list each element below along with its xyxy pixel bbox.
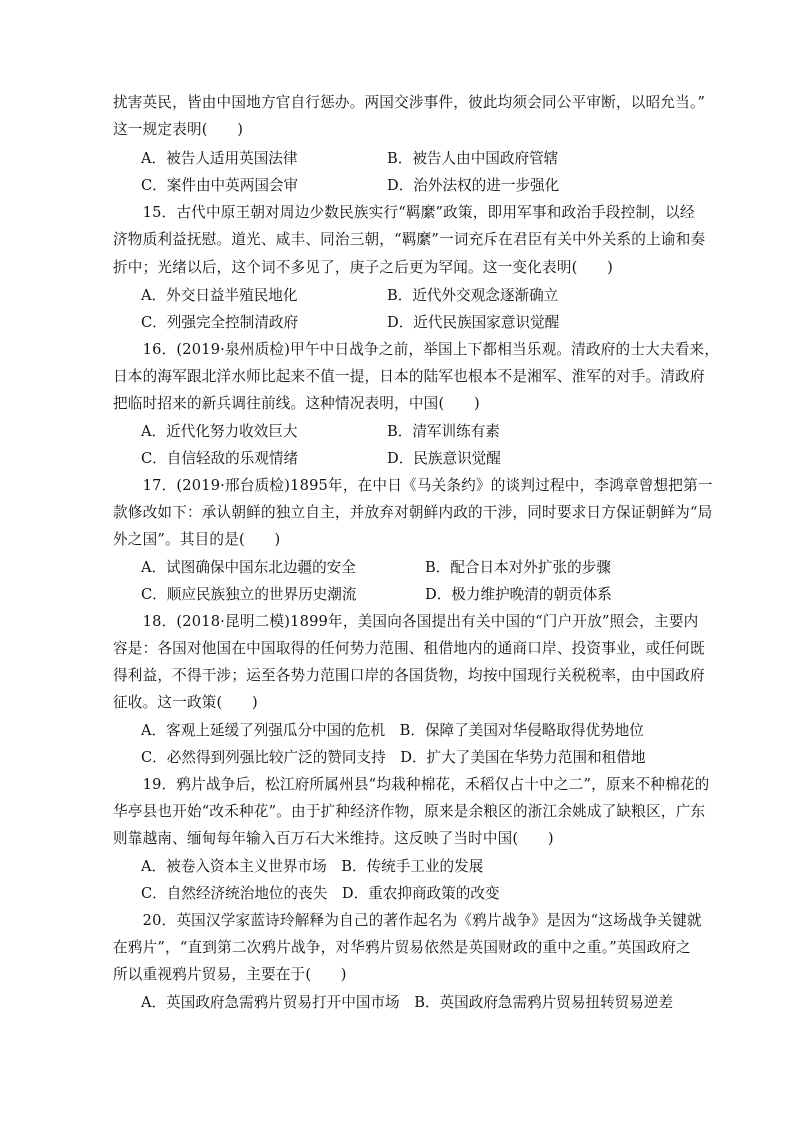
question-20-text: 20．英国汉学家蓝诗玲解释为自己的著作起名为《鸦片战争》是因为“这场战争关键就 (113, 912, 702, 929)
option-b: B．被告人由中国政府管辖 (387, 150, 559, 167)
option-d: D．近代民族国家意识觉醒 (387, 314, 560, 331)
question-16-text: 日本的海军跟北洋水师比起来不值一提，日本的陆军也根本不是湘军、淮军的对手。清政府 (113, 368, 705, 385)
question-15-text: 折中；光绪以后，这个词不多见了，庚子之后更为罕闻。这一变化表明( ) (113, 259, 613, 276)
question-19-text: 华亭县也开始“改禾种花”。由于扩种经济作物，原来是余粮区的浙江余姚成了缺粮区，广东 (113, 803, 706, 820)
question-text-line: 扰害英民，皆由中国地方官自行惩办。两国交涉事件，彼此均须会同公平审断，以昭允当。” (113, 94, 706, 111)
option-a-b: A．被卷入资本主义世界市场 B．传统手工业的发展 (141, 858, 484, 875)
question-19-text: 则靠越南、缅甸每年输入百万石大米维持。这反映了当时中国( ) (113, 830, 554, 847)
option-b: B．清军训练有素 (387, 423, 500, 440)
question-text-line: 这一规定表明( ) (113, 121, 244, 138)
option-b: B．近代外交观念逐渐确立 (387, 287, 559, 304)
question-18-text: 容是：各国对他国在中国取得的任何势力范围、租借地内的通商口岸、投资事业，或任何既 (113, 640, 705, 657)
question-16-text: 16．(2019·泉州质检)甲午中日战争之前，举国上下都相当乐观。清政府的士大夫看来， (113, 341, 720, 358)
option-a-b: A．客观上延缓了列强瓜分中国的危机 B．保障了美国对华侵略取得优势地位 (141, 722, 644, 739)
option-c: C．自信轻敌的乐观情绪 (141, 450, 299, 467)
option-a: A．被告人适用英国法律 (141, 150, 298, 167)
option-d: D．民族意识觉醒 (387, 450, 501, 467)
option-b: B．配合日本对外扩张的步骤 (425, 559, 611, 576)
question-18-text: 征收。这一政策( ) (113, 694, 258, 711)
question-20-text: 所以重视鸦片贸易，主要在于( ) (113, 966, 347, 983)
option-a: A．试图确保中国东北边疆的安全 (141, 559, 356, 576)
option-c: C．顺应民族独立的世界历史潮流 (141, 586, 357, 603)
option-a: A．近代化努力收效巨大 (141, 423, 298, 440)
question-17-text: 外之国”。其目的是( ) (113, 531, 281, 548)
question-15-text: 15．古代中原王朝对周边少数民族实行“羁縻”政策，即用军事和政治手段控制，以经 (113, 204, 695, 221)
option-c-d: C．必然得到列强比较广泛的赞同支持 D．扩大了美国在华势力范围和租借地 (141, 749, 646, 766)
question-20-text: 在鸦片”，“直到第二次鸦片战争，对华鸦片贸易依然是英国财政的重中之重。”英国政府之 (113, 939, 691, 956)
option-a: A．外交日益半殖民地化 (141, 287, 298, 304)
option-d: D．治外法权的进一步强化 (387, 177, 560, 194)
question-18-text: 得利益，不得干涉；运至各势力范围口岸的各国货物，均按中国现行关税税率，由中国政府 (113, 667, 705, 684)
question-18-text: 18．(2018·昆明二模)1899年，美国向各国提出有关中国的“门户开放”照会，主要内 (113, 613, 699, 630)
option-d: D．极力维护晚清的朝贡体系 (425, 586, 612, 603)
question-16-text: 把临时招来的新兵调往前线。这种情况表明，中国( ) (113, 395, 480, 412)
option-c: C．案件由中英两国会审 (141, 177, 299, 194)
option-c-d: C．自然经济统治地位的丧失 D．重农抑商政策的改变 (141, 885, 500, 902)
question-19-text: 19．鸦片战争后，松江府所属州县“均栽种棉花，禾稻仅占十中之二”，原来不种棉花的 (113, 776, 710, 793)
question-17-text: 款修改如下：承认朝鲜的独立自主，并放弃对朝鲜内政的干涉，同时要求日方保证朝鲜为“局 (113, 504, 713, 521)
option-a-b: A．英国政府急需鸦片贸易打开中国市场 B．英国政府急需鸦片贸易扭转贸易逆差 (141, 994, 674, 1011)
question-17-text: 17．(2019·邢台质检)1895年，在中日《马关条约》的谈判过程中，李鸿章曾想把第一 (113, 477, 713, 494)
question-15-text: 济物质利益抚慰。道光、咸丰、同治三朝，“羁縻”一词充斥在君臣有关中外关系的上谕和奏 (113, 231, 706, 248)
option-c: C．列强完全控制清政府 (141, 314, 299, 331)
